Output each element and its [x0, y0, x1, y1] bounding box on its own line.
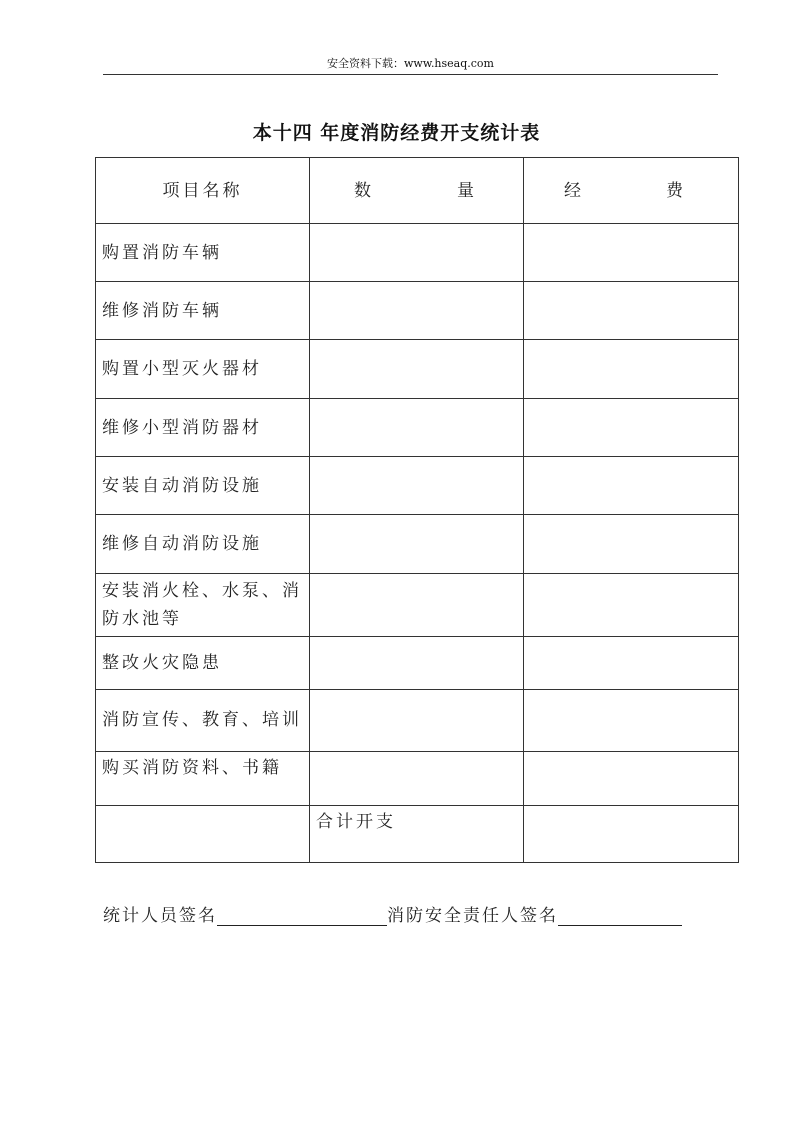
header-cost-b: 费: [666, 180, 686, 201]
responsible-person-label: 消防安全责任人签名: [387, 906, 558, 926]
row-label: 安装自动消防设施: [96, 457, 310, 515]
cost-cell: [524, 515, 739, 573]
quantity-cell: [310, 340, 524, 399]
total-row: [96, 805, 739, 862]
quantity-cell: [310, 282, 524, 340]
row-label: 购置小型灭火器材: [96, 340, 310, 399]
row-label: 整改火灾隐患: [96, 636, 310, 689]
table-row: [96, 457, 739, 515]
table-row: [96, 224, 739, 282]
cost-cell: [524, 457, 739, 515]
total-empty-cell: [96, 805, 310, 862]
cost-cell: [524, 689, 739, 751]
stat-person-signature-field[interactable]: [217, 903, 387, 926]
table-row: [96, 515, 739, 573]
table-row: [96, 399, 739, 457]
quantity-cell: [310, 457, 524, 515]
row-label: 购置消防车辆: [96, 224, 310, 282]
quantity-cell: [310, 573, 524, 636]
page-header: [103, 57, 718, 75]
header-cost-a: 经: [564, 180, 584, 201]
header-item-name: 项目名称: [96, 158, 310, 224]
row-label: 购买消防资料、书籍: [96, 751, 310, 805]
table-row: [96, 282, 739, 340]
header-quantity: [310, 158, 524, 224]
table-row: [96, 340, 739, 399]
total-label: 合计开支: [310, 805, 524, 862]
quantity-cell: [310, 224, 524, 282]
header-quantity-a: 数: [354, 180, 374, 201]
stat-person-label: 统计人员签名: [103, 906, 217, 926]
quantity-cell: [310, 751, 524, 805]
table-row: [96, 751, 739, 805]
row-label: 维修自动消防设施: [96, 515, 310, 573]
cost-cell: [524, 399, 739, 457]
table-row: [96, 636, 739, 689]
quantity-cell: [310, 689, 524, 751]
cost-cell: [524, 340, 739, 399]
header-quantity-b: 量: [457, 180, 477, 201]
header-cost: [524, 158, 739, 224]
cost-cell: [524, 282, 739, 340]
page-title: 本十四 年度消防经费开支统计表: [252, 122, 541, 144]
table-header-row: [96, 158, 739, 224]
table-row: [96, 573, 739, 636]
signature-line: [103, 896, 723, 926]
responsible-person-signature-field[interactable]: [558, 903, 682, 926]
row-label: 维修消防车辆: [96, 282, 310, 340]
row-label: 安装消火栓、水泵、消防水池等: [96, 573, 310, 636]
cost-cell: [524, 751, 739, 805]
expense-table: [95, 157, 739, 863]
table-row: [96, 689, 739, 751]
row-label: 维修小型消防器材: [96, 399, 310, 457]
quantity-cell: [310, 515, 524, 573]
row-label: 消防宣传、教育、培训: [96, 689, 310, 751]
quantity-cell: [310, 399, 524, 457]
cost-cell: [524, 636, 739, 689]
cost-cell: [524, 224, 739, 282]
quantity-cell: [310, 636, 524, 689]
header-text: 安全资料下载：www.hseaq.com: [327, 57, 494, 70]
cost-cell: [524, 573, 739, 636]
total-cost-cell: [524, 805, 739, 862]
